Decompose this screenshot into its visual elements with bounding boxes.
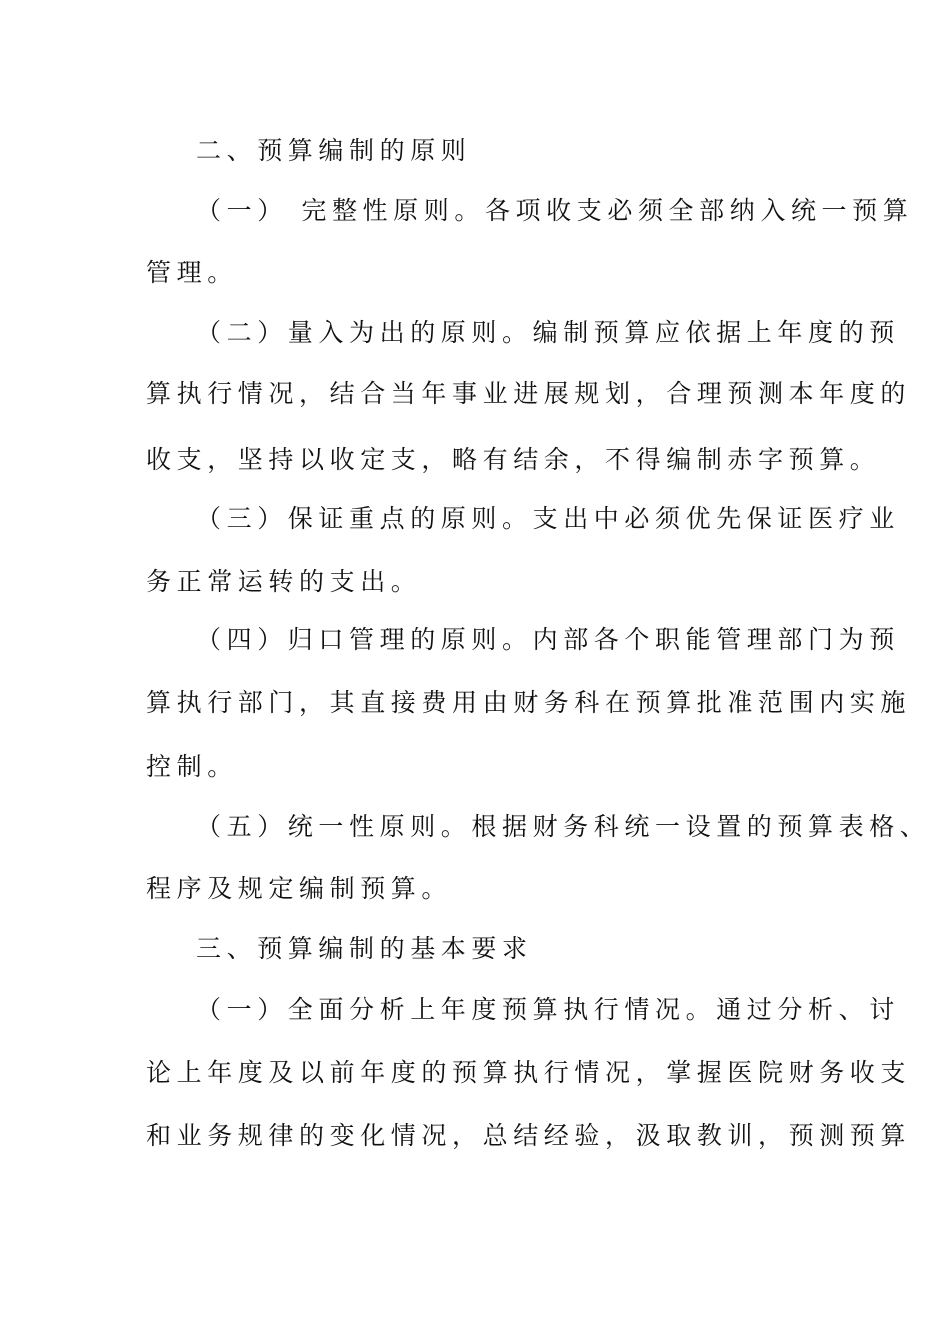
paragraph-line: 和业务规律的变化情况，总结经验，汲取教训，预测预算 [146, 1121, 912, 1150]
paragraph-line: （一） 完整性原则。各项收支必须全部纳入统一预算 [196, 196, 914, 225]
paragraph-line: （三）保证重点的原则。支出中必须优先保证医疗业 [196, 504, 900, 533]
paragraph-line: （四）归口管理的原则。内部各个职能管理部门为预 [196, 625, 900, 654]
paragraph-line: 算执行情况，结合当年事业进展规划，合理预测本年度的 [146, 379, 912, 408]
paragraph-line: 收支，坚持以收定支，略有结余，不得编制赤字预算。 [146, 445, 881, 474]
section-heading: 二、预算编制的原则 [196, 136, 472, 165]
paragraph-line: 论上年度及以前年度的预算执行情况，掌握医院财务收支 [146, 1058, 912, 1087]
paragraph-line: 控制。 [146, 752, 238, 781]
paragraph-line: （一）全面分析上年度预算执行情况。通过分析、讨 [196, 995, 900, 1024]
paragraph-line: 管理。 [146, 258, 238, 287]
section-heading: 三、预算编制的基本要求 [196, 934, 533, 963]
paragraph-line: 务正常运转的支出。 [146, 567, 422, 596]
paragraph-line: 程序及规定编制预算。 [146, 874, 453, 903]
paragraph-line: 算执行部门，其直接费用由财务科在预算批准范围内实施 [146, 688, 912, 717]
paragraph-line: （二）量入为出的原则。编制预算应依据上年度的预 [196, 318, 900, 347]
paragraph-line: （五）统一性原则。根据财务科统一设置的预算表格、 [196, 812, 931, 841]
